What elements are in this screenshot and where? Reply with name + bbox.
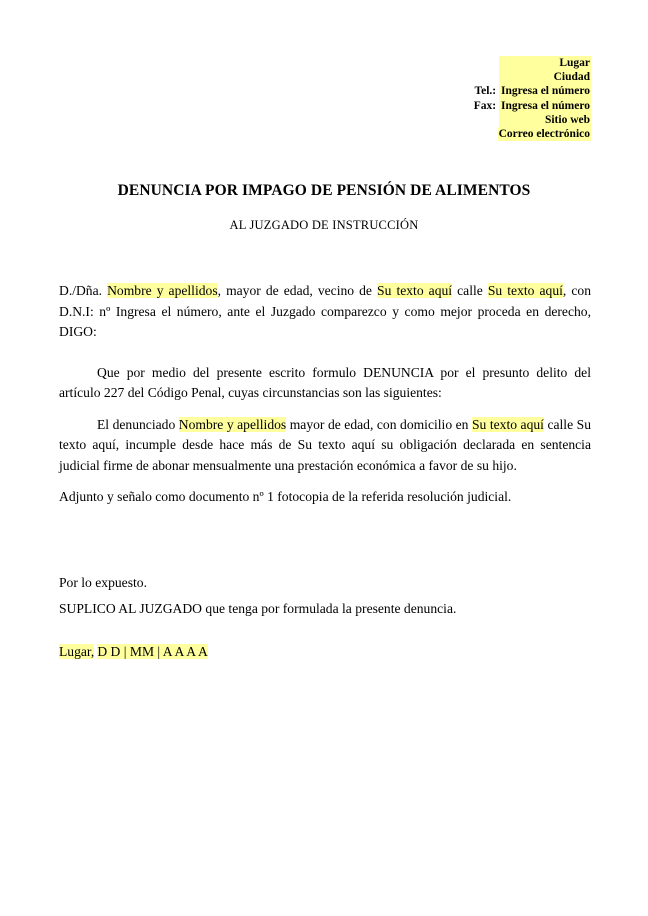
page-subtitle: AL JUZGADO DE INSTRUCCIÓN — [229, 218, 419, 232]
p3-address-field[interactable]: Su texto aquí — [471, 416, 544, 432]
p1-text-1: D./Dña. — [59, 283, 108, 298]
letterhead-block — [380, 56, 591, 141]
letterhead-row-email — [380, 127, 591, 141]
datestamp-block — [59, 642, 208, 662]
paragraph-appearance — [59, 281, 591, 343]
letterhead-fax-label: Fax: — [473, 99, 497, 112]
letterhead-city-field[interactable]: Ciudad — [499, 70, 591, 84]
document-body — [59, 281, 591, 508]
p1-text-3: calle — [452, 283, 488, 298]
spacer — [59, 476, 591, 487]
paragraph-complaint-basis: Que por medio del presente escrito formulo DENUNCIA por el presunto delito del artículo 227 del Código Penal, cuyas circunstancias son las siguientes: — [59, 364, 591, 400]
datestamp-date-field[interactable]: D D | MM | A A A A — [97, 644, 208, 659]
closing-line-1: Por lo expuesto. — [59, 575, 147, 590]
p1-town-field[interactable]: Su texto aquí — [377, 283, 453, 298]
letterhead-phone-label: Tel.: — [474, 85, 497, 98]
p1-street-field[interactable]: Su texto aquí — [487, 283, 563, 298]
closing-block — [59, 570, 591, 622]
spacer — [59, 404, 591, 415]
paragraph-attachment: Adjunto y señalo como documento nº 1 fotocopia de la referida resolución judicial. — [59, 489, 512, 504]
p1-text-4: , con D.N.I: nº Ingresa el número, ante el Juzgado comparezco y como mejor proceda en derecho, DIGO: — [59, 283, 592, 339]
p3-name-field[interactable]: Nombre y apellidos — [178, 416, 287, 432]
spacer — [59, 343, 591, 363]
paragraph-defendant — [59, 415, 591, 477]
letterhead-row-fax — [380, 99, 591, 113]
letterhead-row-city — [380, 70, 591, 84]
p3-text-3: calle Su texto aquí, incumple desde hace más de Su texto aquí su obligación declarada en sentencia judicial firme de abonar mensualmente una prestación económica a favor de su hijo. — [59, 416, 591, 473]
page-title: DENUNCIA POR IMPAGO DE PENSIÓN DE ALIMENTOS — [117, 182, 531, 199]
p1-name-field[interactable]: Nombre y apellidos — [107, 283, 218, 298]
letterhead-fax-field[interactable]: Ingresa el número — [500, 99, 590, 112]
letterhead-email-field[interactable]: Correo electrónico — [498, 128, 590, 141]
letterhead-phone-field[interactable]: Ingresa el número — [500, 85, 590, 98]
p3-text-2: mayor de edad, con domicilio en — [286, 416, 472, 432]
p1-text-2: , mayor de edad, vecino de — [217, 283, 378, 298]
letterhead-row-phone — [380, 84, 591, 98]
letterhead-place-field[interactable]: Lugar — [499, 56, 591, 70]
letterhead-website-field[interactable]: Sitio web — [499, 113, 591, 127]
p3-text-1: El denunciado — [97, 416, 179, 432]
letterhead-row-place — [380, 56, 591, 70]
letterhead-row-website — [380, 113, 591, 127]
datestamp-place-field[interactable]: Lugar, — [59, 644, 95, 659]
closing-line-2: SUPLICO AL JUZGADO que tenga por formulada la presente denuncia. — [59, 601, 457, 616]
